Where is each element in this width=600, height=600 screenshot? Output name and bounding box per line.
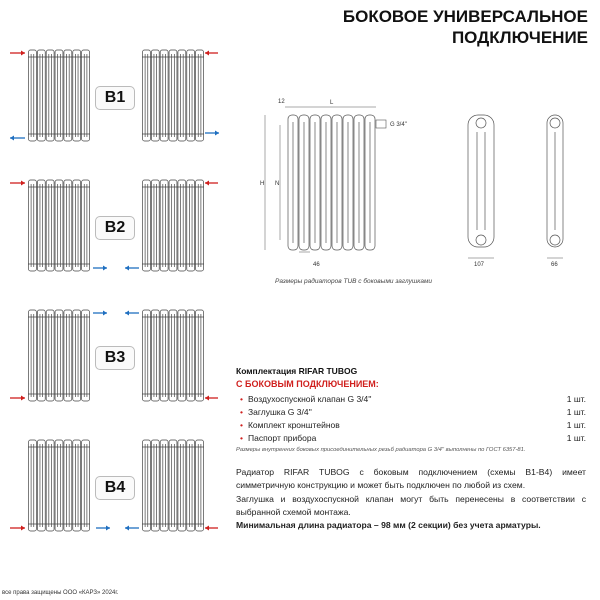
bullet-icon: •: [240, 393, 243, 404]
return-arrow-icon: [205, 131, 219, 136]
radiator-left: [28, 50, 90, 141]
return-arrow-icon: [10, 136, 25, 141]
return-arrow-icon: [93, 311, 107, 316]
scheme-label-b2: B2: [95, 216, 135, 240]
page-title: БОКОВОЕ УНИВЕРСАЛЬНОЕ ПОДКЛЮЧЕНИЕ: [342, 7, 588, 47]
return-arrow-icon: [93, 266, 107, 271]
thread-note: Размеры внутренних боковых присоединительных резьб радиатора G 3/4'' выполнены по ГОСТ 6357-81.: [236, 447, 526, 453]
description: Радиатор RIFAR TUBOG с боковым подключением (схемы B1-B4) имеет симметричную конструкцию и может быть подключен по любой из схем. Заглушка и воздухоспускной клапан могут быть перенесены в соответствии с выбранной схемой монтажа. Минимальная длина радиатора – 98 мм (2 секции) без учета арматуры.: [236, 467, 586, 531]
dim-thread: G 3/4'': [390, 122, 407, 128]
dim-107: 107: [474, 262, 485, 268]
kit-item: • Заглушка G 3/4'' 1 шт.: [240, 406, 586, 417]
dim-46: 46: [313, 262, 320, 268]
kit-item: • Комплект кронштейнов 1 шт.: [240, 419, 586, 430]
supply-arrow-icon: [10, 396, 25, 401]
drawing-caption: Размеры радиаторов TUB с боковыми заглушками: [275, 278, 433, 285]
radiator-right: [142, 180, 204, 271]
dim-h: H: [260, 181, 265, 187]
kit-section: [236, 366, 586, 453]
radiator-left: [28, 440, 90, 531]
dim-12: 12: [278, 99, 285, 105]
radiator-left: [28, 310, 90, 401]
kit-heading: Комплектация RIFAR TUBOG: [236, 366, 358, 376]
bullet-icon: •: [240, 432, 243, 443]
supply-arrow-icon: [10, 526, 25, 531]
bullet-icon: •: [240, 406, 243, 417]
radiator-front-view: [288, 115, 375, 250]
return-arrow-icon: [125, 526, 139, 531]
dim-n: N: [275, 181, 280, 187]
kit-item: • Паспорт прибора 1 шт.: [240, 432, 586, 443]
return-arrow-icon: [96, 526, 110, 531]
dim-66: 66: [551, 262, 558, 268]
kit-item: • Воздухоспускной клапан G 3/4'' 1 шт.: [240, 393, 586, 404]
radiator-right: [142, 440, 204, 531]
supply-arrow-icon: [10, 181, 25, 186]
supply-arrow-icon: [205, 396, 218, 401]
radiator-right: [142, 50, 204, 141]
dimension-drawing: [250, 90, 600, 280]
radiator-side-views: [468, 115, 563, 258]
bullet-icon: •: [240, 419, 243, 430]
radiator-right: [142, 310, 204, 401]
supply-arrow-icon: [205, 526, 218, 531]
dim-l: L: [330, 100, 334, 106]
return-arrow-icon: [125, 311, 139, 316]
return-arrow-icon: [125, 266, 139, 271]
scheme-label-b3: B3: [95, 346, 135, 370]
kit-subheading: С БОКОВЫМ ПОДКЛЮЧЕНИЕМ:: [236, 379, 379, 389]
thread-fitting: [376, 120, 386, 128]
supply-arrow-icon: [205, 51, 218, 56]
copyright: все права защищены ООО «КАРЗ» 2024г.: [2, 590, 119, 596]
supply-arrow-icon: [205, 181, 218, 186]
scheme-label-b1: B1: [95, 86, 135, 110]
supply-arrow-icon: [10, 51, 25, 56]
scheme-label-b4: B4: [95, 476, 135, 500]
radiator-left: [28, 180, 90, 271]
